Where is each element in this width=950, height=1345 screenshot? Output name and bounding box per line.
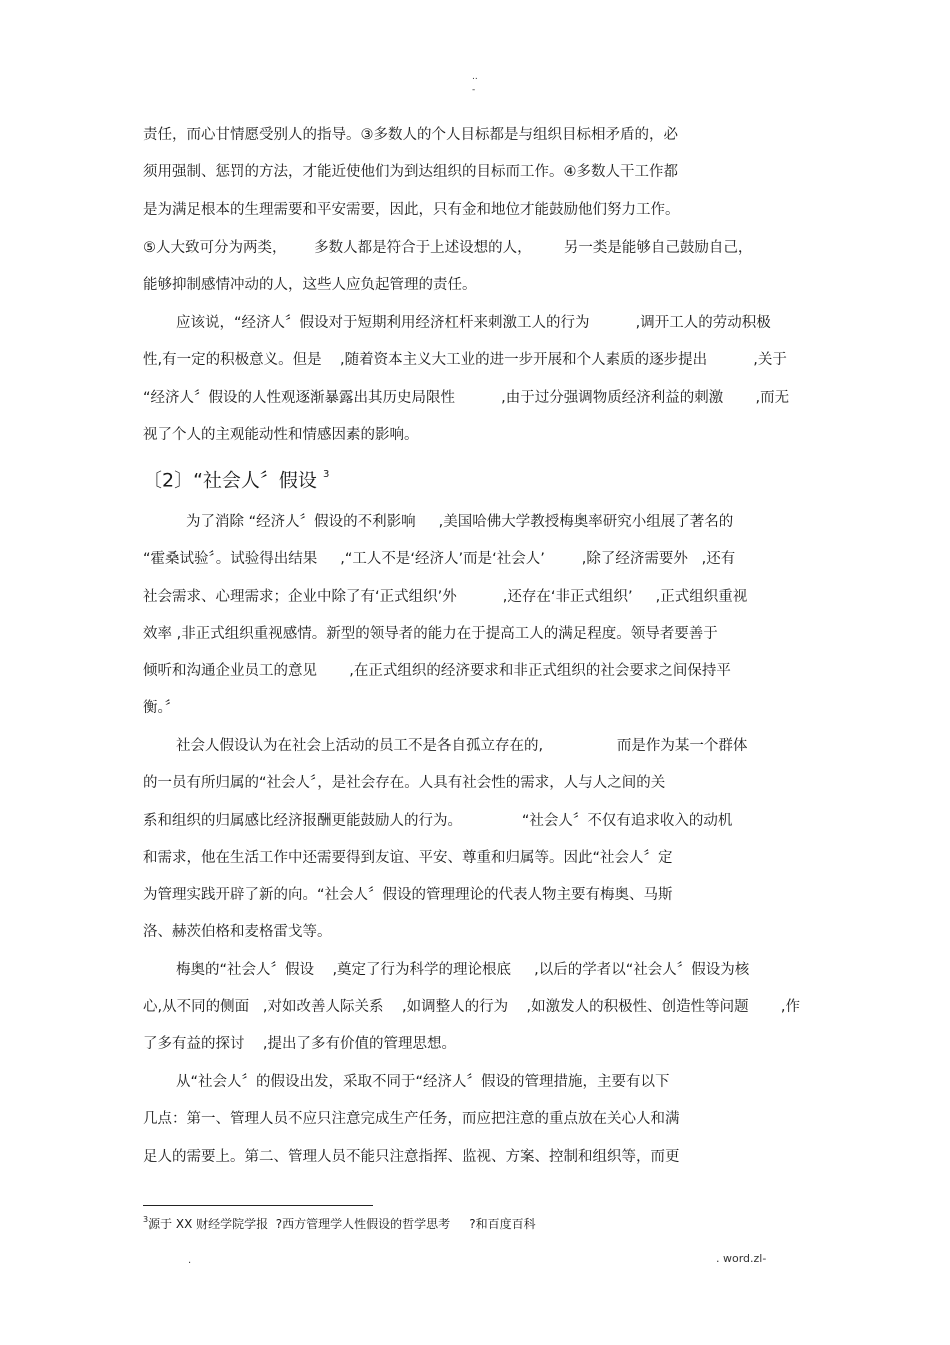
text-line: ⑤人大致可分为两类， 多数人都是符合于上述设想的人， 另一类是能够自己鼓励自己， <box>143 240 753 256</box>
text-line: 的一员有所归属的“社会人〞，是社会存在。人具有社会性的需求，人与人之间的关 <box>143 775 666 791</box>
header-mark-bottom: - <box>472 85 476 95</box>
text-line: 社会需求、心理需求；企业中除了有‘正式组织’外 ,还存在‘非正式组织’ ,正式组织重视 <box>143 589 748 605</box>
text-line: 几点：第一、管理人员不应只注意完成生产任务，而应把注意的重点放在关心人和满 <box>143 1111 680 1127</box>
footnote-text: 源于 XX 财经学院学报 ?西方管理学人性假设的哲学思考 ?和百度百科 <box>148 1217 536 1231</box>
text-line: “经济人〞假设的人性观逐渐暴露出其历史局限性 ,由于过分强调物质经济利益的刺激 ,而无 <box>143 390 790 406</box>
text-line: 洛、赫茨伯格和麦格雷戈等。 <box>143 924 332 940</box>
text-line: 责任，而心甘情愿受别人的指导。③多数人的个人目标都是与组织目标相矛盾的，必 <box>143 127 678 143</box>
text-line: 为管理实践开辟了新的向。“社会人〞假设的管理理论的代表人物主要有梅奥、马斯 <box>143 887 673 903</box>
header-mark-top: .. <box>472 72 478 82</box>
footnote <box>143 1212 536 1233</box>
text-line: 社会人假设认为在社会上活动的员工不是各自孤立存在的, 而是作为某一个群体 <box>176 738 748 754</box>
text-line: 效率 ,非正式组织重视感情。新型的领导者的能力在于提高工人的满足程度。领导者要善于 <box>143 626 718 642</box>
text-line: 梅奥的“社会人〞假设 ,奠定了行为科学的理论根底 ,以后的学者以“社会人〞假设为核 <box>176 962 750 978</box>
text-line: 了多有益的探讨 ,提出了多有价值的管理思想。 <box>143 1036 457 1052</box>
footnote-divider <box>143 1205 373 1206</box>
footnote-number: 3 <box>143 1215 149 1224</box>
text-line: 应该说，“经济人〞假设对于短期利用经济杠杆来刺激工人的行为 ,调开工人的劳动积极 <box>176 315 771 331</box>
section-heading <box>143 464 329 493</box>
text-line: 性,有一定的积极意义。但是 ,随着资本主义大工业的进一步开展和个人素质的逐步提出 ,关于 <box>143 352 787 368</box>
text-line: 和需求，他在生活工作中还需要得到友谊、平安、尊重和归属等。因此“社会人〞定 <box>143 850 673 866</box>
text-line: 衡。〞 <box>143 700 180 716</box>
text-line: 足人的需要上。第二、管理人员不能只注意指挥、监视、方案、控制和组织等，而更 <box>143 1149 680 1165</box>
text-line: “霍桑试验〞。试验得出结果 ,“工人不是‘经济人’而是‘社会人’ ,除了经济需要外 ,还有 <box>143 551 736 567</box>
text-line: 倾听和沟通企业员工的意见 ,在正式组织的经济要求和非正式组织的社会要求之间保持平 <box>143 663 731 679</box>
footer-right-text: . word.zl- <box>716 1252 767 1265</box>
text-line: 心,从不同的侧面 ,对如改善人际关系 ,如调整人的行为 ,如激发人的积极性、创造性等问题 ,作 <box>143 999 801 1015</box>
text-line: 是为满足根本的生理需要和平安需要，因此，只有金和地位才能鼓励他们努力工作。 <box>143 202 680 218</box>
text-line: 为了消除 “经济人〞假设的不利影响 ,美国哈佛大学教授梅奥率研究小组展了著名的 <box>186 514 734 530</box>
text-line: 须用强制、惩罚的方法，才能近使他们为到达组织的目标而工作。④多数人干工作都 <box>143 164 678 180</box>
text-line: 系和组织的归属感比经济报酬更能鼓励人的行为。 “社会人〞不仅有追求收入的动机 <box>143 813 733 829</box>
text-line: 能够抑制感情冲动的人，这些人应负起管理的责任。 <box>143 277 477 293</box>
text-line: 从“社会人〞的假设出发，采取不同于“经济人〞假设的管理措施，主要有以下 <box>176 1074 670 1090</box>
footnote-ref: 3 <box>322 469 330 480</box>
section-heading-text: 〔2〕“社会人〞假设 <box>143 469 323 492</box>
footer-left-mark: . <box>188 1255 192 1266</box>
text-line: 视了个人的主观能动性和情感因素的影响。 <box>143 427 419 443</box>
